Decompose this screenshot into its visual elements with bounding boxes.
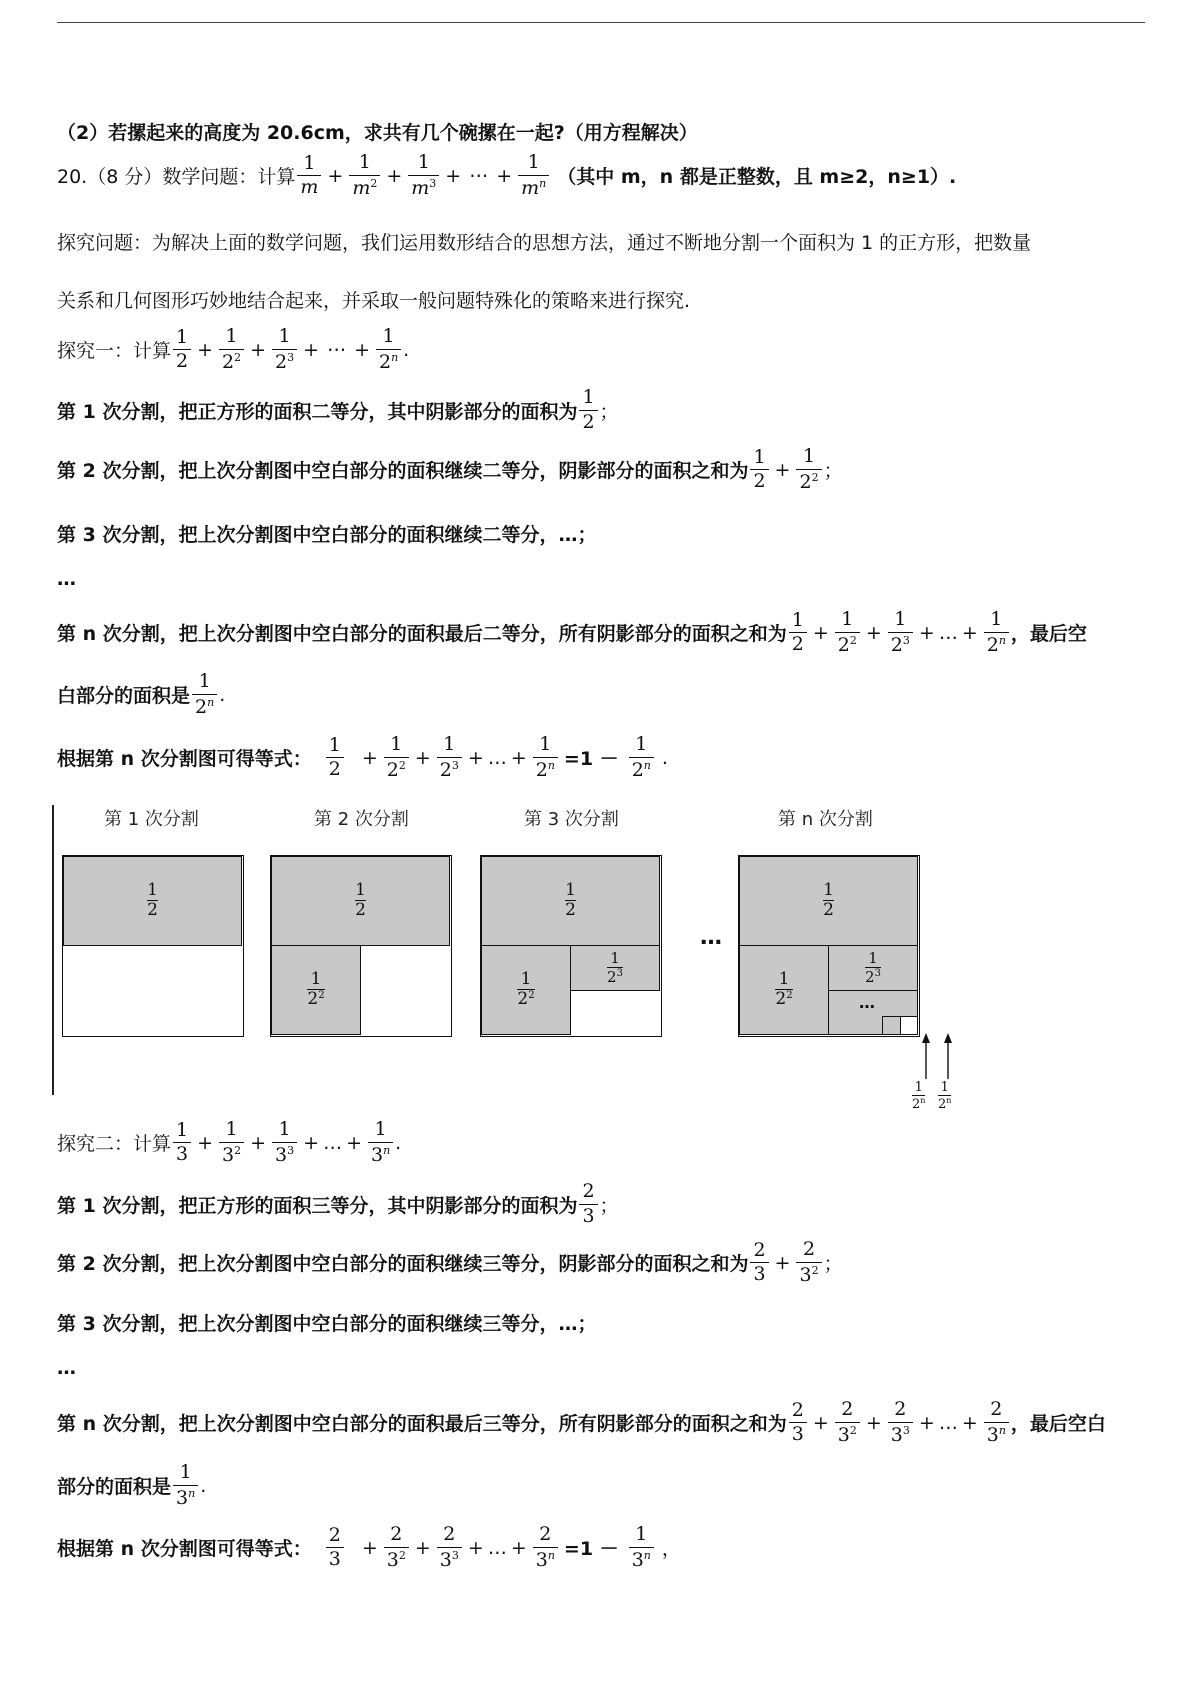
figure-left-bar — [52, 805, 54, 1095]
arrows — [912, 1033, 962, 1083]
square-step-n — [738, 855, 920, 1037]
fraction: $\frac{1}{m^3}$ — [408, 153, 439, 199]
part2-step2: 第 2 次分割，把上次分割图中空白部分的面积继续三等分，阴影部分的面积之和为 $\frac{2}{3}$ + $\frac{2}{3^2}$ ； — [57, 1238, 843, 1286]
square-step-2 — [270, 855, 452, 1037]
shaded-half: 1 2 — [481, 856, 660, 946]
part1-stepn: 第 n 次分割，把上次分割图中空白部分的面积最后二等分，所有阴影部分的面积之和为 $\frac{1}{2}$ + $\frac{1}{2^2}$ + $\frac{1}{2^3}$ + … + $\frac{1}{2^n}$ ，最后空 — [57, 608, 1087, 656]
part1-equation: 根据第 n 次分割图可得等式： $\frac{1}{2}$ + $\frac{1}{2^2}$ + $\frac{1}{2^3}$ + … + $\frac{1}{2^n}$ =1 － $\frac{1}{2^n}$ . — [57, 733, 668, 781]
part1-step3: 第 3 次分割，把上次分割图中空白部分的面积继续二等分，…； — [57, 524, 597, 546]
caption-step-2: 第 2 次分割 — [314, 809, 409, 830]
part2-step1: 第 1 次分割，把正方形的面积三等分，其中阴影部分的面积为 $\frac{2}{3}$ ； — [57, 1180, 619, 1227]
shaded-quarter: 1 $2^2$ — [271, 945, 361, 1035]
shaded-last-piece — [882, 1016, 901, 1035]
shaded-half: 1 2 — [63, 856, 242, 946]
part2-ellipsis: … — [57, 1357, 76, 1379]
header-rule — [57, 22, 1145, 23]
part2-blank-area: 部分的面积是 $\frac{1}{3^n}$ . — [57, 1461, 207, 1509]
question-20-prefix: 20.（8 分）数学问题：计算 — [57, 166, 296, 189]
part1-step1: 第 1 次分割，把正方形的面积二等分，其中阴影部分的面积为 $\frac{1}{2}$ ； — [57, 386, 619, 433]
part2-title-line: 探究二：计算 $\frac{1}{3}$ + $\frac{1}{3^2}$ + $\frac{1}{3^3}$ + … + $\frac{1}{3^n}$ . — [57, 1118, 402, 1166]
part2-equation: 根据第 n 次分割图可得等式： $\frac{2}{3}$ + $\frac{2}{3^2}$ + $\frac{2}{3^3}$ + … + $\frac{2}{3^n}$ =1 － $\frac{1}{3^n}$ ， — [57, 1523, 681, 1571]
question-20-suffix: （其中 m，n 都是正整数，且 m≥2，n≥1）. — [557, 166, 957, 189]
label-last-blank: 1 2$^n$ — [938, 1080, 952, 1112]
shaded-quarter: 1 $2^2$ — [739, 945, 829, 1035]
fraction: $\frac{1}{m^n}$ — [518, 153, 549, 199]
fraction: $\frac{1}{m}$ — [297, 154, 321, 199]
part1-step2: 第 2 次分割，把上次分割图中空白部分的面积继续二等分，阴影部分的面积之和为 $\frac{1}{2}$ + $\frac{1}{2^2}$ ； — [57, 445, 843, 493]
shaded-remaining — [828, 990, 918, 1035]
question-20-line: 20.（8 分）数学问题：计算 $\frac{1}{m}$ + $\frac{1}{m^2}$ + $\frac{1}{m^3}$ + ⋯ + $\frac{1}{m^n}$ （其中 m，n 都是正整数，且 m≥2，n≥1）. — [57, 151, 957, 199]
explore-intro-2: 关系和几何图形巧妙地结合起来，并采取一般问题特殊化的策略来进行探究. — [57, 290, 691, 312]
part1-title-line: 探究一：计算 $\frac{1}{2}$ + $\frac{1}{2^2}$ + $\frac{1}{2^3}$ + ⋯ + $\frac{1}{2^n}$ . — [57, 325, 410, 373]
caption-step-3: 第 3 次分割 — [524, 809, 619, 830]
question-2-text: （2）若摞起来的高度为 20.6cm，求共有几个碗摞在一起?（用方程解决） — [57, 122, 698, 144]
part2-step3: 第 3 次分割，把上次分割图中空白部分的面积继续三等分，…； — [57, 1313, 597, 1335]
figure-ellipsis: … — [700, 925, 723, 950]
shaded-eighth: 1 $2^3$ — [828, 945, 918, 991]
caption-step-1: 第 1 次分割 — [104, 809, 199, 830]
part1-ellipsis: … — [57, 568, 76, 590]
shaded-half: 1 2 — [739, 856, 918, 946]
shaded-eighth: 1 $2^3$ — [570, 945, 660, 991]
explore-intro-1: 探究问题：为解决上面的数学问题，我们运用数形结合的思想方法，通过不断地分割一个面积为 1 的正方形，把数量 — [57, 232, 1032, 254]
square-step-3 — [480, 855, 662, 1037]
shaded-half: 1 2 — [271, 856, 450, 946]
part1-blank-area: 白部分的面积是 $\frac{1}{2^n}$ . — [57, 670, 226, 718]
partition-figure — [52, 805, 952, 1112]
fraction: $\frac{1}{m^2}$ — [349, 153, 380, 199]
inner-ellipsis: … — [859, 993, 875, 1012]
part2-stepn: 第 n 次分割，把上次分割图中空白部分的面积最后三等分，所有阴影部分的面积之和为 $\frac{2}{3}$ + $\frac{2}{3^2}$ + $\frac{2}{3^3}$ + … + $\frac{2}{3^n}$ ，最后空白 — [57, 1398, 1106, 1446]
label-last-shaded: 1 2$^n$ — [912, 1080, 926, 1112]
shaded-quarter: 1 $2^2$ — [481, 945, 571, 1035]
square-step-1 — [62, 855, 244, 1037]
caption-step-n: 第 n 次分割 — [778, 809, 873, 830]
